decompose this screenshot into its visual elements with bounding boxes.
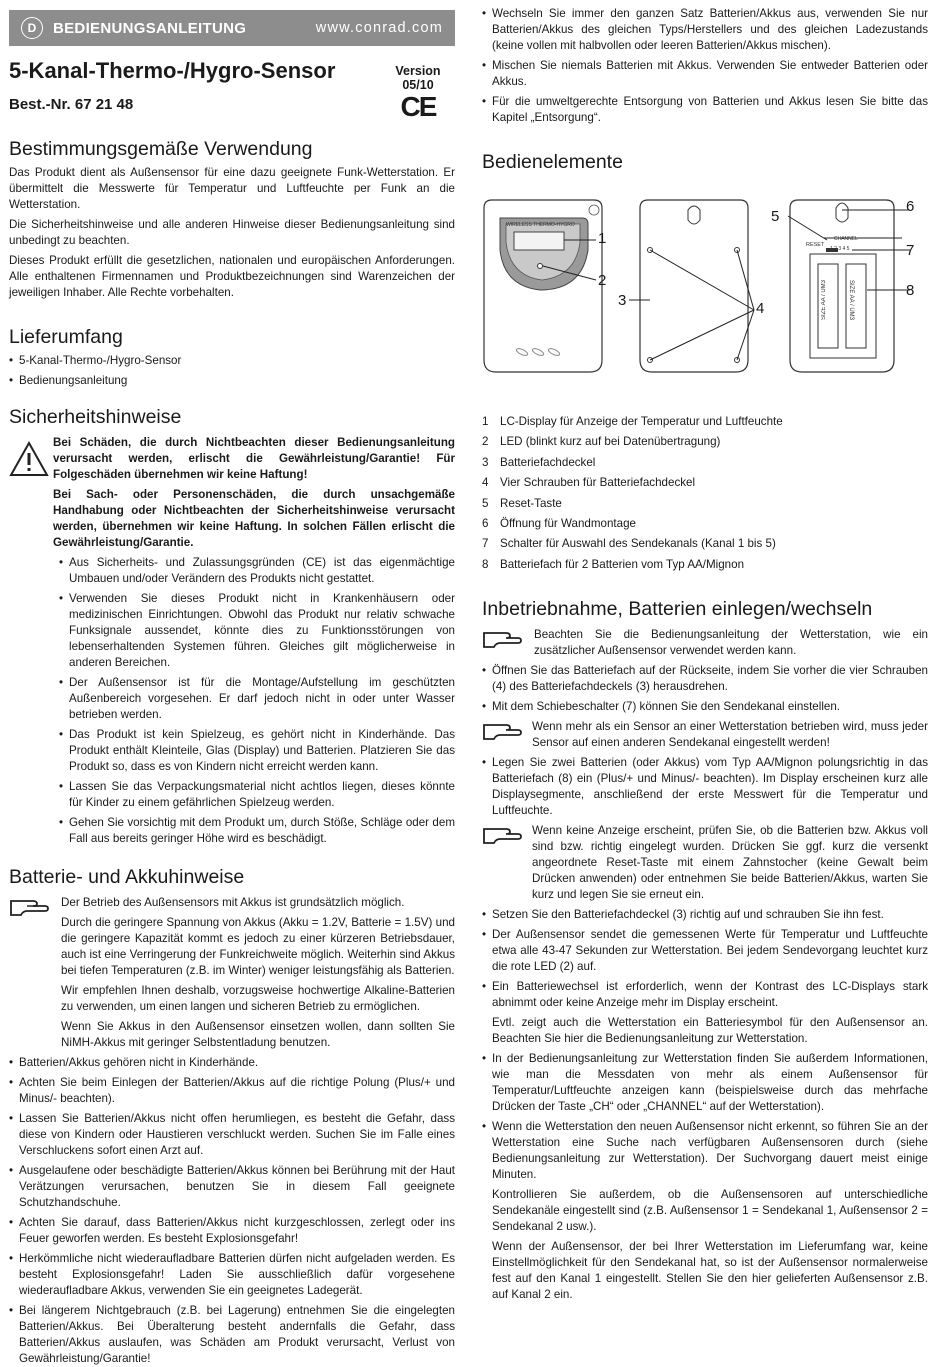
list-item: • Legen Sie zwei Batterien (oder Akkus) vom Typ AA/Mignon polungsrichtig in das Batteriefach (8) ein (Plus/+ und Minus/- beachten). Im Display erscheinen kurz alle Displaysegmente, anschließend der erste Messwert für die Temperatur und Luftfeuchte. xyxy=(482,755,928,819)
version-block xyxy=(383,64,453,122)
list-item: • Lassen Sie das Verpackungsmaterial nicht achtlos liegen, dieses könnte für Kinder zu einem gefährlichen Spielzeug werden. xyxy=(59,779,455,811)
list-item: • Wechseln Sie immer den ganzen Satz Batterien/Akkus aus, verwenden Sie nur Batterien/Akkus des gleichen Typs/Herstellers und des gleichen Ladezustands (keine vollen mit halbvollen oder leeren Batterien/Akkus mischen). xyxy=(482,6,928,54)
paragraph: Kontrollieren Sie außerdem, ob die Außensensoren auf unterschiedliche Sendekanäle eingestellt sind (z.B. Außensensor 1 = Sendekanal 1, Außensensor 2 = Sendekanal 2 usw.). xyxy=(492,1188,928,1234)
list-item: 4 Vier Schrauben für Batteriefachdeckel xyxy=(482,476,696,490)
list-item: 2 LED (blinkt kurz auf bei Datenübertragung) xyxy=(482,435,721,449)
callout-3: 3 xyxy=(618,292,627,309)
safety-list xyxy=(9,555,455,847)
warning-text: Bei Sach- oder Personenschäden, die durch unsachgemäße Handhabung oder Nichtbeachten der Sicherheitshinweise verursacht werden, übernehmen wir keine Haftung. In solchen Fällen erlischt die Gewährleistung/Garantie. xyxy=(53,488,455,549)
list-item: • Wenn die Wetterstation den neuen Außensensor nicht erkennt, so führen Sie an der Wetterstation eine Suche nach verfügbaren Außensensoren durch (siehe Bedienungsanleitung zur Wetterstation). Der Suchvorgang dauert meist einige Minuten. xyxy=(482,1119,928,1183)
heading-controls: Bedienelemente xyxy=(482,151,623,173)
paragraph: Wir empfehlen Ihnen deshalb, vorzugsweise hochwertige Alkaline-Batterien zu verwenden, um einen langen und sicheren Betrieb zu ermöglichen. xyxy=(61,984,455,1013)
pointing-hand-icon xyxy=(482,719,524,746)
list-item: • Der Außensensor ist für die Montage/Aufstellung im geschützten Außenbereich vorgesehen. Er darf jedoch nicht in oder unter Wasser betrieben werden. xyxy=(59,675,455,723)
list-item: 1 LC-Display für Anzeige der Temperatur und Luftfeuchte xyxy=(482,415,783,428)
callout-5: 5 xyxy=(771,208,780,225)
order-number: Best.-Nr. 67 21 48 xyxy=(9,96,134,113)
warning-block xyxy=(9,435,455,551)
list-item: • Bei längerem Nichtgebrauch (z.B. bei Lagerung) entnehmen Sie die eingelegten Batterien/Akkus. Bei Überalterung besteht andernfalls die Gefahr, dass Batterien/Akkus auslaufen, was Schäden am Produkt verursacht, Verlust von Gewährleistung/Garantie! xyxy=(9,1303,455,1367)
battery-label: SIZE AA / UM3 xyxy=(821,280,827,321)
controls-list xyxy=(482,412,928,575)
back-cover-view xyxy=(629,200,754,372)
pointing-hand-icon xyxy=(482,627,524,654)
device-diagram xyxy=(482,180,928,402)
pointing-hand-icon xyxy=(9,895,51,922)
ce-mark: CE xyxy=(400,91,436,122)
right-column xyxy=(482,0,928,1303)
paragraph: Wenn Sie Akkus in den Außensensor einsetzen wollen, dann sollten Sie NiMH-Akkus mit geringer Selbstentladung benutzen. xyxy=(61,1020,455,1049)
version-label: Version 05/10 xyxy=(395,64,441,92)
callout-6: 6 xyxy=(906,198,915,215)
heading-scope-of-delivery: Lieferumfang xyxy=(9,326,123,348)
reset-label: RESET xyxy=(806,242,825,248)
list-item: • Mit dem Schiebeschalter (7) können Sie den Sendekanal einstellen. xyxy=(482,699,928,715)
paragraph: Die Sicherheitshinweise und alle anderen Hinweise dieser Bedienungsanleitung sind unbedingt zu beachten. xyxy=(9,218,455,247)
hint-block xyxy=(482,627,928,659)
hint-block xyxy=(482,823,928,903)
paragraph: Das Produkt dient als Außensensor für eine dazu geeignete Funk-Wetterstation. Er übermittelt die Messwerte für Temperatur und Luftfeuchte per Funk an die Wetterstation. xyxy=(9,166,455,211)
list-item: • Gehen Sie vorsichtig mit dem Produkt um, durch Stöße, Schläge oder dem Fall aus bereits geringer Höhe wird es beschädigt. xyxy=(59,815,455,847)
warning-text: Bei Schäden, die durch Nichtbeachten dieser Bedienungsanleitung verursacht werden, erlischt die Gewährleistung/Garantie! Für Folgeschäden übernehmen wir keine Haftung! xyxy=(53,436,455,481)
product-title: 5-Kanal-Thermo-/Hygro-Sensor xyxy=(9,58,336,83)
list-item: • Der Außensensor sendet die gemessenen Werte für Temperatur und Luftfeuchte etwa alle 43-47 Sekunden zur Wetterstation. Bei jedem Sendevorgang leuchtet kurz die rote LED (2) auf. xyxy=(482,927,928,975)
header-title: BEDIENUNGSANLEITUNG xyxy=(53,19,247,37)
heading-intended-use: Bestimmungsgemäße Verwendung xyxy=(9,138,313,160)
list-item: • Ausgelaufene oder beschädigte Batterien/Akkus können bei Berührung mit der Haut Verätzungen verursachen, benutzen Sie in diesem Fall geeignete Schutzhandschuhe. xyxy=(9,1163,455,1211)
hint-text: Wenn mehr als ein Sensor an einer Wetterstation betrieben wird, muss jeder Sensor auf einen anderen Sendekanal eingestellt werden! xyxy=(532,720,928,750)
list-item: 8 Batteriefach für 2 Batterien vom Typ AA/Mignon xyxy=(482,557,745,571)
callout-2: 2 xyxy=(598,272,607,289)
list-item: • Ein Batteriewechsel ist erforderlich, wenn der Kontrast des LC-Displays stark abnimmt oder keine Anzeige mehr im Display erscheint. xyxy=(482,979,928,1011)
callout-1: 1 xyxy=(598,230,607,247)
list-item: • Das Produkt ist kein Spielzeug, es gehört nicht in Kinderhände. Das Produkt enthält Kleinteile, Glas (Display) und Batterien. Platzieren Sie das Produkt so, dass es von Kindern nicht erreicht werden kann. xyxy=(59,727,455,775)
warning-triangle-icon xyxy=(9,435,53,551)
list-item: • Verwenden Sie dieses Produkt nicht in Krankenhäusern oder medizinischen Einrichtungen. Obwohl das Produkt nur relativ schwache Funksignale aussendet, könnte dies zu Funktionsstörungen von lebenserhaltenden Systemen führen. Gleiches gilt möglicherweise in anderen Bereichen. xyxy=(59,591,455,671)
list-item: • Aus Sicherheits- und Zulassungsgründen (CE) ist das eigenmächtige Umbauen und/oder Verändern des Produkts nicht gestattet. xyxy=(59,555,455,587)
hint-text: Wenn keine Anzeige erscheint, prüfen Sie, ob die Batterien bzw. Akkus voll sind bzw. richtig eingelegt wurden. Drücken Sie ggf. kurz die versenkt angeordnete Reset-Taste mit einem Zahnstocher (keine Gewalt beim Drücken anwenden) oder entnehmen Sie beide Batterien/Akkus, warten Sie kurz und legen Sie sie erneut ein. xyxy=(532,824,928,902)
heading-battery-notes: Batterie- und Akkuhinweise xyxy=(9,866,245,888)
list-item: 5 Reset-Taste xyxy=(482,496,562,510)
list-item: • Bedienungsanleitung xyxy=(9,373,455,389)
paragraph: Evtl. zeigt auch die Wetterstation ein Batteriesymbol für den Außensensor an. Beachten Sie hier die Bedienungsanleitung zur Wetterstation. xyxy=(492,1016,928,1046)
language-badge: D xyxy=(21,17,43,39)
left-column xyxy=(9,0,455,1367)
list-item: • Batterien/Akkus gehören nicht in Kinderhände. xyxy=(9,1055,455,1071)
list-item: • Herkömmliche nicht wiederaufladbare Batterien dürfen nicht aufgeladen werden. Es besteht Explosionsgefahr! Laden Sie ausschließlich dafür vorgesehene wiederaufladbare Akkus, verwenden Sie ein geeignetes Ladegerät. xyxy=(9,1251,455,1299)
hint-block xyxy=(9,895,455,1051)
paragraph: Der Betrieb des Außensensors mit Akkus ist grundsätzlich möglich. xyxy=(61,896,405,909)
list-item: • Lassen Sie Batterien/Akkus nicht offen herumliegen, es besteht die Gefahr, dass diese von Kindern oder Haustieren verschluckt werden. Suchen Sie im Falle eines Verschluckens sofort einen Arzt auf. xyxy=(9,1111,455,1159)
battery-list xyxy=(9,1055,455,1367)
battery-label: SIZE AA / UM3 xyxy=(848,280,854,321)
list-item: • Achten Sie darauf, dass Batterien/Akkus nicht kurzgeschlossen, zerlegt oder ins Feuer geworfen werden. Es besteht Explosionsgefahr! xyxy=(9,1215,455,1247)
list-item: 6 Öffnung für Wandmontage xyxy=(482,517,636,531)
pointing-hand-icon xyxy=(482,823,524,850)
callout-8: 8 xyxy=(906,282,915,299)
list-item: • Mischen Sie niemals Batterien mit Akkus. Verwenden Sie entweder Batterien oder Akkus. xyxy=(482,58,928,90)
paragraph: Dieses Produkt erfüllt die gesetzlichen, nationalen und europäischen Anforderungen. Alle enthaltenen Firmennamen und Produktbezeichnungen sind Warenzeichen der jeweiligen Inhaber. Alle Rechte vorbehalten. xyxy=(9,254,455,299)
channel-numbers: 1 2 3 4 5 xyxy=(830,246,850,252)
hint-block xyxy=(482,719,928,751)
channel-label: CHANNEL xyxy=(834,236,858,242)
callout-4: 4 xyxy=(756,300,765,317)
heading-safety: Sicherheitshinweise xyxy=(9,406,182,428)
list-item: • Öffnen Sie das Batteriefach auf der Rückseite, indem Sie vorher die vier Schrauben (4) des Batteriefachdeckels (3) herausdrehen. xyxy=(482,663,928,695)
list-item: 3 Batteriefachdeckel xyxy=(482,455,596,469)
list-item: • 5-Kanal-Thermo-/Hygro-Sensor xyxy=(9,353,455,369)
list-item: • Achten Sie beim Einlegen der Batterien/Akkus auf die richtige Polung (Plus/+ und Minus/- beachten). xyxy=(9,1075,455,1107)
list-item: • In der Bedienungsanleitung zur Wetterstation finden Sie außerdem Informationen, wie man die Messdaten von mehr als einem Außensensor für Temperatur/Luftfeuchte anzeigen kann (beispielsweise durch das mehrfache Drücken der Taste „CH“ oder „CHANNEL“ auf der Wetterstation). xyxy=(482,1051,928,1115)
device-brand: WIRELESS THERMO-HYGRO xyxy=(506,222,575,228)
heading-setup: Inbetriebnahme, Batterien einlegen/wechseln xyxy=(482,598,873,621)
callout-7: 7 xyxy=(906,242,915,259)
list-item: • Für die umweltgerechte Entsorgung von Batterien und Akkus lesen Sie bitte das Kapitel „Entsorgung“. xyxy=(482,94,928,126)
header-bar xyxy=(9,10,455,46)
list-item: 7 Schalter für Auswahl des Sendekanals (Kanal 1 bis 5) xyxy=(482,537,776,551)
paragraph: Durch die geringere Spannung von Akkus (Akku = 1.2V, Batterie = 1.5V) und die geringere Kapazität kommt es jedoch zu einer kürzeren Betriebsdauer, auch ist eine Verringerung der Funkreichweite möglich. Weiterhin sind Akkus bei tiefen Temperaturen (z.B. im Winter) weniger leistungsfähig als Batterien. xyxy=(61,916,455,977)
hint-text: Beachten Sie die Bedienungsanleitung der Wetterstation, wie ein zusätzlicher Außensensor verwendet werden kann. xyxy=(534,628,928,658)
paragraph: Wenn der Außensensor, der bei Ihrer Wetterstation im Lieferumfang war, keine Einstellmöglichkeit für den Sendekanal hat, so ist der Außensensor normalerweise fest auf den Kanal 1 eingestellt. Stellen Sie den hier gelieferten Außensensor z.B. auf Kanal 2 ein. xyxy=(492,1240,928,1302)
header-url[interactable]: www.conrad.com xyxy=(315,20,443,36)
list-item: • Setzen Sie den Batteriefachdeckel (3) richtig auf und schrauben Sie ihn fest. xyxy=(482,907,928,923)
